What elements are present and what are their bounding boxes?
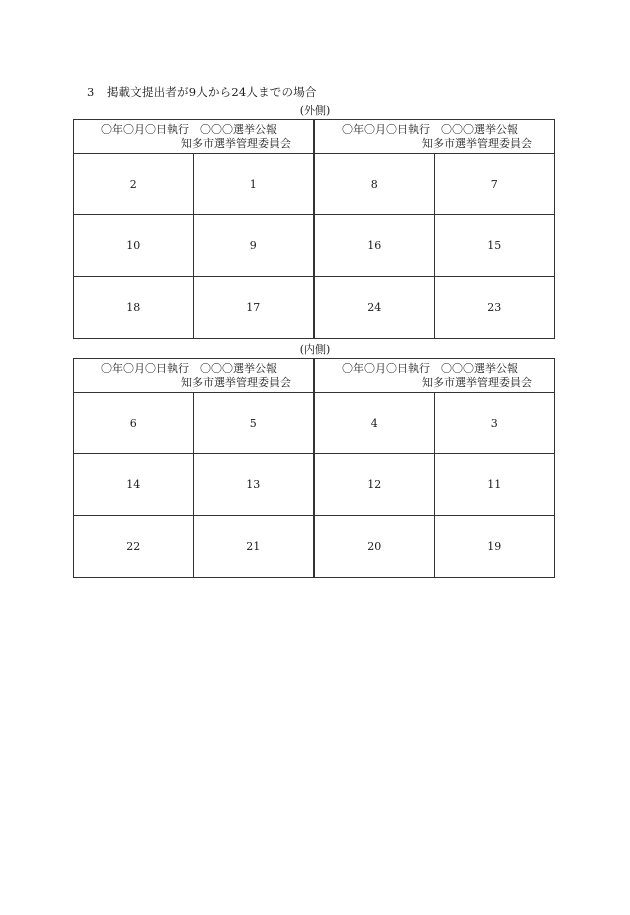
slot-cell: 10 <box>74 215 194 276</box>
slot-cell: 20 <box>315 516 435 577</box>
inner-right-grid <box>315 393 554 577</box>
slot-cell: 4 <box>315 393 435 454</box>
section-number: 3 <box>87 85 95 99</box>
publication-date-line: 〇年〇月〇日執行 〇〇〇選挙公報 <box>342 362 518 375</box>
slot-cell: 18 <box>74 277 194 338</box>
slot-cell: 19 <box>487 539 502 553</box>
slot-cell: 16 <box>315 215 435 276</box>
inner-right-header <box>315 359 554 393</box>
slot-cell: 11 <box>435 454 555 515</box>
outer-left-header <box>74 120 313 154</box>
slot-cell: 3 <box>435 393 555 454</box>
inner-sheet-table <box>73 358 555 578</box>
committee-name: 知多市選挙管理委員会 <box>422 137 532 150</box>
section-title: 掲載文提出者が9人から24人までの場合 <box>106 85 317 99</box>
outer-right-header <box>315 120 554 154</box>
slot-cell: 7 <box>435 154 555 215</box>
inner-left-header <box>74 359 313 393</box>
inner-side-label: (内側) <box>299 343 331 356</box>
committee-name: 知多市選挙管理委員会 <box>181 137 291 150</box>
committee-name: 知多市選挙管理委員会 <box>181 376 291 389</box>
slot-cell: 8 <box>315 154 435 215</box>
outer-left-grid <box>74 154 313 338</box>
slot-cell: 6 <box>74 393 194 454</box>
publication-date-line: 〇年〇月〇日執行 〇〇〇選挙公報 <box>101 362 277 375</box>
slot-cell: 12 <box>315 454 435 515</box>
publication-date-line: 〇年〇月〇日執行 〇〇〇選挙公報 <box>101 123 277 136</box>
slot-cell: 17 <box>246 300 261 314</box>
slot-cell: 15 <box>435 215 555 276</box>
slot-cell: 9 <box>194 215 314 276</box>
slot-cell: 2 <box>74 154 194 215</box>
outer-left-half <box>74 120 315 338</box>
section-heading <box>87 84 317 100</box>
slot-cell: 24 <box>315 277 435 338</box>
inner-left-grid <box>74 393 313 577</box>
inner-right-half <box>315 359 554 577</box>
slot-cell: 1 <box>194 154 314 215</box>
outer-side-label: (外側) <box>299 104 331 117</box>
slot-cell: 14 <box>74 454 194 515</box>
slot-cell: 21 <box>246 539 261 553</box>
slot-cell: 23 <box>487 300 502 314</box>
committee-name: 知多市選挙管理委員会 <box>422 376 532 389</box>
outer-right-grid <box>315 154 554 338</box>
inner-left-half <box>74 359 315 577</box>
slot-cell: 5 <box>194 393 314 454</box>
outer-right-half <box>315 120 554 338</box>
slot-cell: 13 <box>194 454 314 515</box>
outer-sheet-table <box>73 119 555 339</box>
publication-date-line: 〇年〇月〇日執行 〇〇〇選挙公報 <box>342 123 518 136</box>
slot-cell: 22 <box>74 516 194 577</box>
